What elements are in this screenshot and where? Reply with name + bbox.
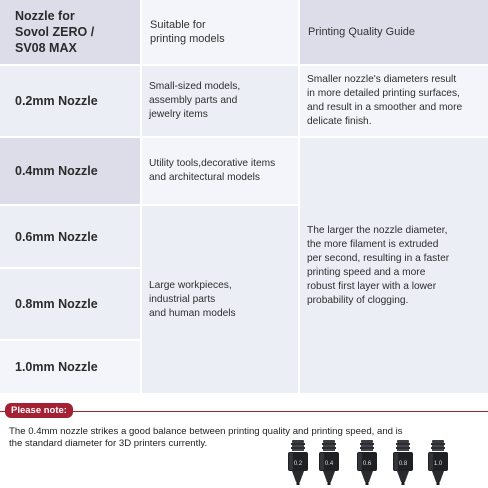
note-text: The 0.4mm nozzle strikes a good balance between printing quality and printing speed, and is the standard diameter for 3D printers currently.: [9, 426, 403, 449]
nozzle-icon: [318, 440, 340, 486]
large-nozzle-models-cell: [142, 206, 298, 393]
nozzle-size-label: 0.8mm Nozzle: [15, 297, 98, 311]
nozzle-icon: [427, 440, 449, 486]
note-divider: [0, 411, 488, 412]
row-0-2-guide-cell: [300, 66, 488, 136]
guide-text-large: The larger the nozzle diameter, the more filament is extruded per second, resulting in a faster printing speed and a more robust first layer with a lower probability of clogging.: [307, 224, 450, 306]
header-models-label: Suitable for printing models: [150, 19, 225, 45]
row-0-4-models-cell: [142, 138, 298, 204]
models-text: Small-sized models, assembly parts and jewelry items: [149, 81, 241, 120]
row-0-2-size-cell: [0, 66, 140, 136]
svg-text:0.6: 0.6: [362, 461, 372, 467]
nozzle-illustrations: [285, 440, 485, 486]
row-0-8-size-cell: [0, 269, 140, 339]
large-nozzle-guide-cell: [300, 138, 488, 393]
row-0-2-models-cell: [142, 66, 298, 136]
svg-text:1.0: 1.0: [433, 461, 443, 467]
header-nozzle-label: Nozzle for Sovol ZERO / SV08 MAX: [15, 9, 95, 55]
header-guide-label: Printing Quality Guide: [308, 26, 415, 38]
nozzle-size-label: 1.0mm Nozzle: [15, 360, 98, 374]
guide-text: Smaller nozzle's diameters result in more detailed printing surfaces, and result in a smoother and more delicate finish.: [307, 74, 463, 127]
header-models-cell: [142, 0, 298, 64]
nozzle-size-label: 0.6mm Nozzle: [15, 229, 98, 244]
svg-text:0.4: 0.4: [324, 461, 334, 467]
nozzle-icon: [356, 440, 378, 486]
svg-text:0.8: 0.8: [398, 461, 408, 467]
note-badge: Please note:: [5, 403, 73, 418]
row-0-4-size-cell: [0, 138, 140, 204]
header-nozzle-cell: [0, 0, 140, 64]
svg-text:0.2: 0.2: [293, 461, 303, 467]
header-guide-cell: [300, 0, 488, 64]
row-1-0-size-cell: [0, 341, 140, 393]
models-text-large: Large workpieces, industrial parts and human models: [149, 279, 236, 319]
nozzle-size-label: 0.4mm Nozzle: [15, 164, 98, 178]
models-text: Utility tools,decorative items and architectural models: [149, 158, 276, 183]
row-0-6-size-cell: [0, 206, 140, 267]
nozzle-icon: [287, 440, 309, 486]
nozzle-icon: [392, 440, 414, 486]
nozzle-size-label: 0.2mm Nozzle: [15, 94, 98, 108]
